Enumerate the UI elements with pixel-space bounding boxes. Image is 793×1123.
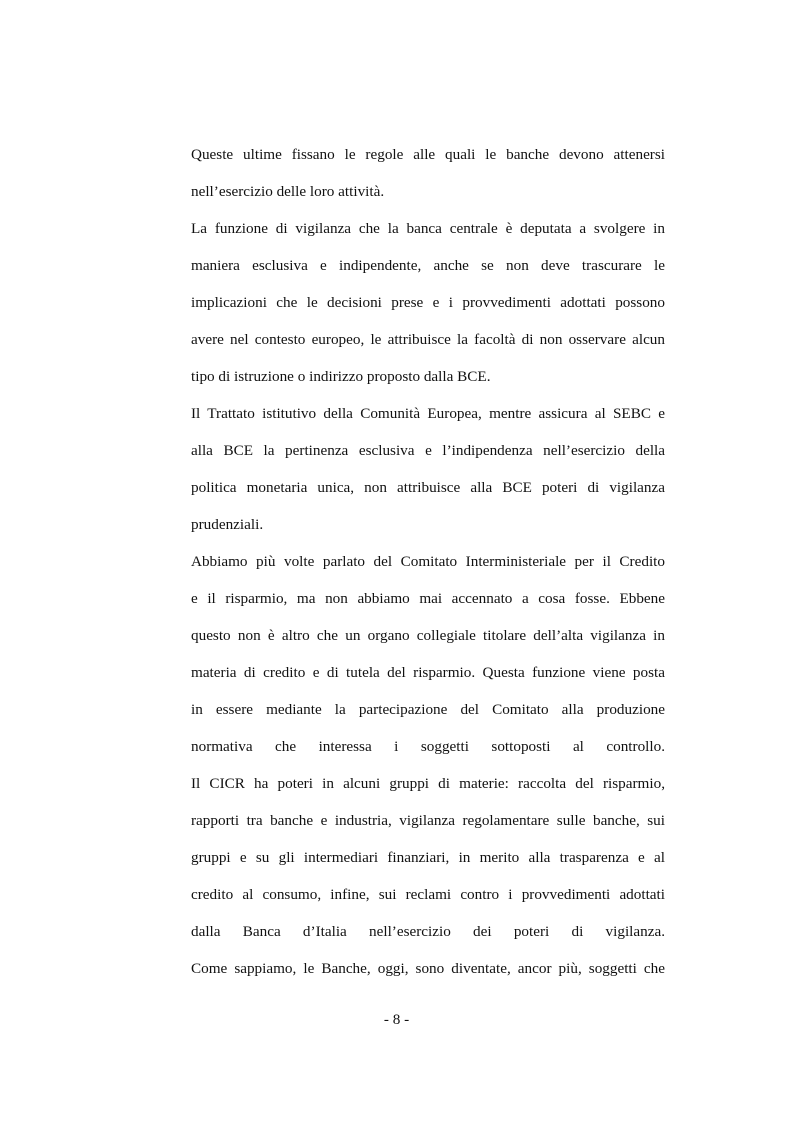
- body-text: [191, 139, 665, 990]
- text-line: avere nel contesto europeo, le attribuisce la facoltà di non osservare alcun: [191, 331, 665, 348]
- text-line: e il risparmio, ma non abbiamo mai accennato a cosa fosse. Ebbene: [191, 590, 665, 607]
- text-line: nell’esercizio delle loro attività.: [191, 183, 385, 200]
- text-line: tipo di istruzione o indirizzo proposto dalla BCE.: [191, 368, 491, 385]
- text-line: prudenziali.: [191, 516, 264, 533]
- text-line: materia di credito e di tutela del risparmio. Questa funzione viene posta: [191, 664, 665, 681]
- text-line: alla BCE la pertinenza esclusiva e l’indipendenza nell’esercizio della: [191, 442, 665, 459]
- text-line: rapporti tra banche e industria, vigilanza regolamentare sulle banche, sui: [191, 812, 665, 829]
- text-line: La funzione di vigilanza che la banca centrale è deputata a svolgere in: [191, 220, 665, 237]
- text-line: Come sappiamo, le Banche, oggi, sono diventate, ancor più, soggetti che: [191, 960, 665, 977]
- text-line: Abbiamo più volte parlato del Comitato Interministeriale per il Credito: [191, 553, 665, 570]
- page-number: - 8 -: [383, 1011, 410, 1028]
- text-line: implicazioni che le decisioni prese e i provvedimenti adottati possono: [191, 294, 665, 311]
- text-line: in essere mediante la partecipazione del Comitato alla produzione: [191, 701, 665, 718]
- text-line: Il Trattato istitutivo della Comunità Europea, mentre assicura al SEBC e: [191, 405, 665, 422]
- text-line: politica monetaria unica, non attribuisce alla BCE poteri di vigilanza: [191, 479, 665, 496]
- text-line: gruppi e su gli intermediari finanziari, in merito alla trasparenza e al: [191, 849, 665, 866]
- text-line: Il CICR ha poteri in alcuni gruppi di materie: raccolta del risparmio,: [191, 775, 665, 792]
- text-line: normativa che interessa i soggetti sottoposti al controllo.: [191, 738, 665, 755]
- text-line: questo non è altro che un organo collegiale titolare dell’alta vigilanza in: [191, 627, 665, 644]
- text-line: maniera esclusiva e indipendente, anche se non deve trascurare le: [191, 257, 665, 274]
- text-line: Queste ultime fissano le regole alle quali le banche devono attenersi: [191, 146, 665, 163]
- text-line: dalla Banca d’Italia nell’esercizio dei poteri di vigilanza.: [191, 923, 665, 940]
- text-line: credito al consumo, infine, sui reclami contro i provvedimenti adottati: [191, 886, 665, 903]
